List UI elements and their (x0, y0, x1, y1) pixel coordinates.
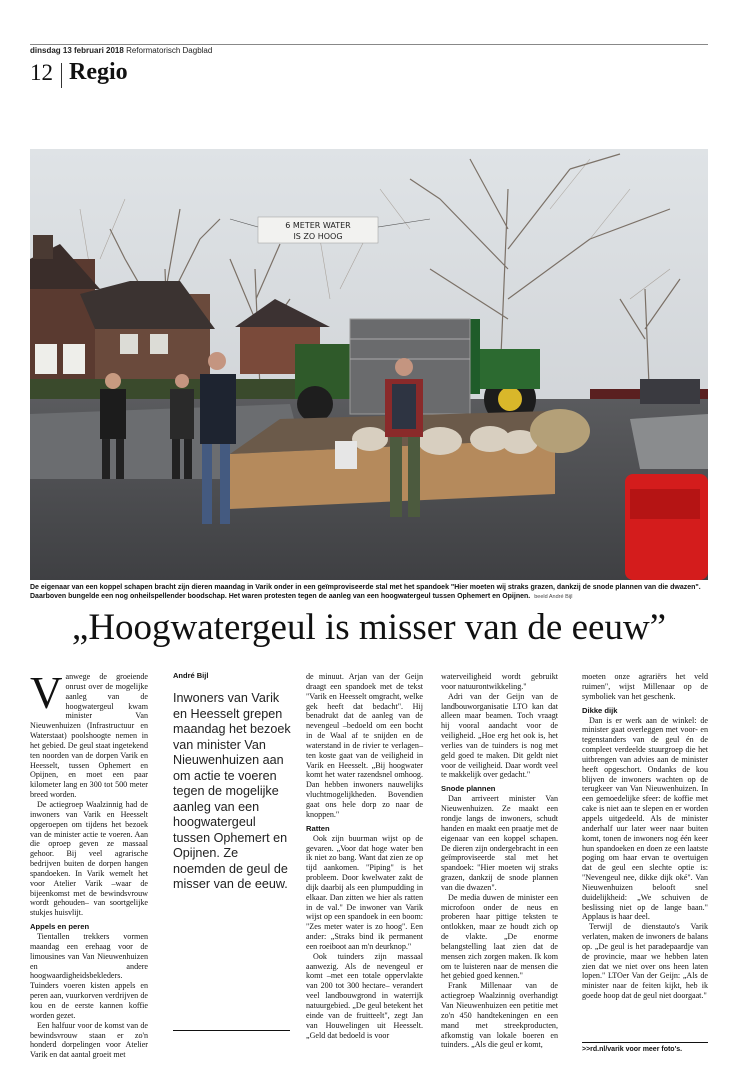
column-divider (173, 1030, 290, 1031)
paragraph: moeten onze agrariërs het veld ruimen", wijst Millenaar op de symboliek van het geschenk. (582, 672, 708, 701)
paragraph: Frank Millenaar van de actiegroep Waalzinnig overhandigt Van Nieuwenhuizen een petitie met zo'n 450 handtekeningen en een mand met streekproducten, afkomstig van lokale boeren en tuinders. „Als die geul er komt, (441, 981, 558, 1050)
banner-line-1: 6 METER WATER (285, 221, 351, 230)
page-divider (61, 63, 62, 88)
photo-caption (30, 583, 710, 602)
article-column-1 (30, 668, 148, 1060)
paragraph: Adri van der Geijn van de landbouworganisatie LTO kan dat alleen maar beamen. Toch vraagt hij vooral aandacht voor de veiligheid. „Hoe erg het ook is, het verlies van de tuinders is nog met geld goed te maken. Dit geldt niet voor de veiligheid. Daar wordt veel te makkelijk over gedacht." (441, 691, 558, 780)
page-number: 12 (30, 60, 53, 85)
section-title: Regio (69, 59, 128, 85)
masthead-line (30, 46, 212, 55)
photo-credit: beeld André Bijl (534, 594, 573, 600)
author-byline: André Bijl (173, 671, 209, 680)
paragraph: Dan arriveert minister Van Nieuwenhuizen. Ze maakt een rondje langs de inwoners, schudt handen en maakt een praatje met de eigenaar van een koppel schapen. De dieren zijn ondergebracht in een geïmproviseerde stal met het spandoek: "Hier moeten wij straks grazen, dankzij de snode plannen van die dwazen". (441, 794, 558, 892)
article-column-3 (306, 672, 423, 1040)
paragraph: waterveiligheid wordt gebruikt voor natuurontwikkeling." (441, 672, 558, 691)
article-column-4 (441, 672, 558, 1050)
issue-date: dinsdag 13 februari 2018 (30, 46, 124, 55)
paragraph: De actiegroep Waalzinnig had de inwoners van Varik en Heesselt opgeroepen om tijdens het bezoek van de minister actie te voeren. Aan die oproep geven ze massaal gehoor. Bij veel agrarische bedrijven buiten de dorpen hangen spandoeken. In Varik wemelt het voor Atelier Varik –waar de bijeenkomst met de bewindsvrouw wordt gehouden– van soortgelijke stukjes huisvlijt. (30, 799, 148, 918)
paragraph: anwege de groeiende onrust over de mogelijke aanleg van de hoogwatergeul kwam minister Van Nieuwenhuizen (Infrastructuur en Waterstaat) poolshoogte nemen in het gebied. De geul staat ingetekend ten noorden van de dorpen Varik en Heesselt, tussen Ophemert en Opijnen, en moet een paar kilometer lang en 300 tot 500 meter breed worden. (30, 672, 148, 800)
caption-text: De eigenaar van een koppel schapen bracht zijn dieren maandag in Varik onder in een geïmproviseerde stal met het spandoek "Hier moeten wij straks grazen, dankzij de snode plannen van die dwazen". Daarboven bungelde een nog onheilspellender boodschap. Het waren protesten tegen de aanleg van een hoogwatergeul tussen Ophemert en Opijnen. (30, 584, 701, 600)
paragraph: de minuut. Arjan van der Geijn draagt een spandoek met de tekst "Varik en Heesselt omgracht, welke gek heeft dat bedacht". Hij benadrukt dat de aanleg van de nevengeul –bedoeld om een bocht in de Waal af te snijden en de waterstand in de rivier te verlagen– ten koste gaat van de veiligheid in Varik en Heesselt. „Bij hoogwater komt het water razendsnel omhoog. Dan hebben inwoners nauwelijks vluchtmogelijkheden. Bovendien gaat ons hele dorp zo naar de knoppen." (306, 672, 423, 819)
banner-line-2: IS ZO HOOG (293, 232, 343, 241)
subheading: Dikke dijk (582, 705, 618, 715)
masthead-rule (30, 44, 708, 45)
link-rule (582, 1042, 708, 1043)
more-photos-link[interactable]: >>rd.nl/varik voor meer foto's. (582, 1046, 683, 1053)
drop-cap: V (30, 668, 63, 718)
paragraph: Ook tuinders zijn massaal aanwezig. Als de nevengeul er komt –met een totale oppervlakte van 200 tot 300 hectare– verandert veel landbouwgrond in waterrijk natuurgebied. „De geul betekent het einde van de fruitteelt", zegt Jan van Houwelingen uit Heesselt. „Geld dat bedoeld is voor (306, 951, 423, 1040)
paragraph: De media duwen de minister een microfoon onder de neus en proberen haar pittige teksten te ontlokken, maar ze houdt zich op de vlakte. „De enorme belangstelling laat zien dat de mensen zich zorgen maken. Ik kom om te luisteren naar de mensen die het gebied goed kennen." (441, 892, 558, 981)
subheading: Snode plannen (441, 784, 496, 794)
intro-pullquote: Inwoners van Varik en Heesselt grepen maandag het bezoek van minister Van Nieuwenhuizen aan om actie te voeren tegen de mogelijke aanleg van een hoogwatergeul tussen Ophemert en Opijnen. Ze noemden de geul de misser van de eeuw. (173, 691, 291, 891)
article-photo (30, 149, 708, 580)
paragraph: Tientallen trekkers vormen maandag een erehaag voor de limousines van Van Nieuwenhuizen en andere hoogwaardigheidsbekleders. Tuinders voeren kisten appels en peren aan, vuurkorven verdrijven de kou en de eerste kannen koffie worden gezet. (30, 932, 148, 1020)
paragraph: Een halfuur voor de komst van de bewindsvrouw staan er zo'n honderd dorpelingen voor Atelier Varik en dat aantal groeit met (30, 1020, 148, 1060)
paragraph: Dan is er werk aan de winkel: de minister gaat overleggen met voor- en tegenstanders van de geul én de compleet verdeelde stuurgroep die het uitbrengen van advies aan de minister heeft opgeschort. Ondanks de kou blijven de inwoners wachten op de terugkeer van Van Nieuwenhuizen. In een gemoedelijke sfeer: de koffie met cake is niet aan te slepen en er worden appels uitgedeeld. Als de minister anderhalf uur later weer naar buiten komt, tonen de inwoners nog één keer hun spandoeken en doen ze een laatste poging om haar ervan te overtuigen dat de geul een slechte optie is: "Nevengeul nee, dikke dijk oké". Van Nieuwenhuizen belooft snel duidelijkheid: „We schuiven de beslissing niet op de lange baan." Applaus is haar deel. (582, 715, 708, 922)
subheading: Ratten (306, 823, 330, 833)
paragraph: Terwijl de dienstauto's Varik verlaten, maken de inwoners de balans op. „De geul is het paradepaardje van de provincie, maar we hebben laten zien dat we niet over ons heen laten lopen." LTOer Van der Geijn: „Als de minister naar de feiten kijkt, heb ik goede hoop dat de geul niet doorgaat." (582, 922, 708, 1001)
article-column-5 (582, 672, 708, 1001)
newspaper-name: Reformatorisch Dagblad (126, 46, 213, 55)
subheading: Appels en peren (30, 922, 90, 932)
article-headline: „Hoogwatergeul is misser van de eeuw” (71, 607, 667, 648)
paragraph: Ook zijn buurman wijst op de gevaren. „Voor dat hoge water ben ik niet zo bang. Want dat zien ze op tijd aankomen. "Piping" is het probleem. Door kwelwater zakt de dijk daarbij als een plumpudding in elkaar. Dan zitten we hier als ratten in de val." De inwoner van Varik wijst op een spandoek in een boom: "Zes meter water is zo hoog". Een ander: „Straks bind ik permanent een roeiboot aan m'n deurknop." (306, 833, 423, 951)
